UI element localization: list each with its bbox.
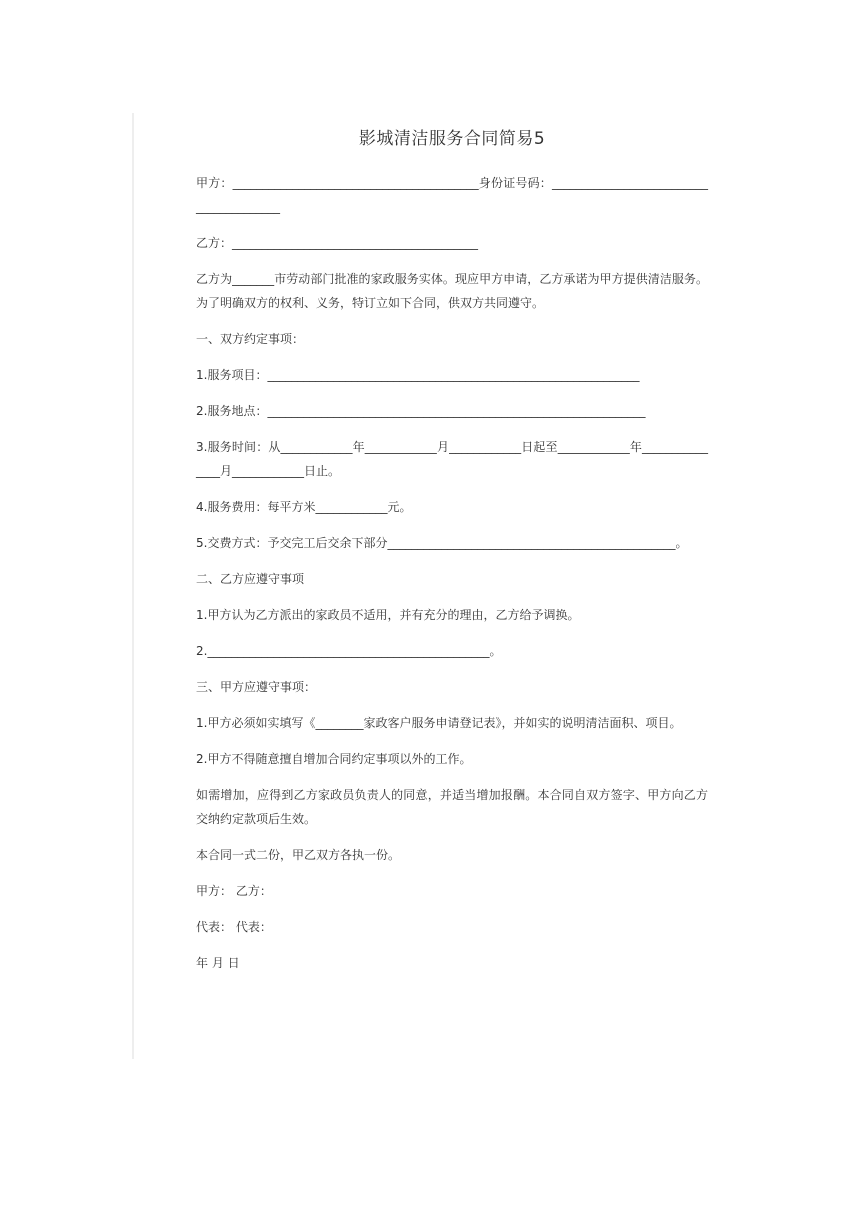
clause-service-fee: 4.服务费用：每平方米____________元。 xyxy=(196,500,412,514)
clause-copies: 本合同一式二份，甲乙双方各执一份。 xyxy=(196,848,401,862)
section-heading-party-b-duties: 二、乙方应遵守事项 xyxy=(196,572,305,586)
signature-representatives: 代表： 代表： xyxy=(196,920,272,934)
party-b-line: 乙方：_________________________________________ xyxy=(196,236,479,250)
section-heading-party-a-duties: 三、甲方应遵守事项： xyxy=(196,680,317,694)
clause-service-location: 2.服务地点：_______________________________________________________________ xyxy=(196,404,646,418)
clause-party-a-duty-2: 2.甲方不得随意擅自增加合同约定事项以外的工作。 xyxy=(196,752,472,766)
party-a-line: 甲方：_________________________________________身份证号码：________________________________________ xyxy=(196,176,708,214)
preamble-paragraph: 乙方为_______市劳动部门批准的家政服务实体。现应甲方申请，乙方承诺为甲方提供清洁服务。为了明确双方的权利、义务，特订立如下合同，供双方共同遵守。 xyxy=(196,272,708,310)
clause-additional-work: 如需增加，应得到乙方家政员负责人的同意，并适当增加报酬。本合同自双方签字、甲方向乙方交纳约定款项后生效。 xyxy=(196,788,708,826)
contract-document xyxy=(196,120,708,987)
signature-parties: 甲方： 乙方： xyxy=(196,884,272,898)
section-heading-agreed-items: 一、双方约定事项： xyxy=(196,332,305,346)
clause-service-item: 1.服务项目：______________________________________________________________ xyxy=(196,368,640,382)
page-margin-rule xyxy=(132,113,134,1059)
clause-service-time: 3.服务时间：从____________年____________月____________日起至____________年_______________月____________日止。 xyxy=(196,440,708,478)
clause-party-a-duty-1: 1.甲方必须如实填写《________家政客户服务申请登记表》，并如实的说明清洁面积、项目。 xyxy=(196,716,682,730)
clause-party-b-duty-2: 2._______________________________________________。 xyxy=(196,644,502,658)
clause-party-b-duty-1: 1.甲方认为乙方派出的家政员不适用，并有充分的理由，乙方给予调换。 xyxy=(196,608,580,622)
signature-date: 年 月 日 xyxy=(196,956,240,970)
document-title: 影城清洁服务合同简易5 xyxy=(358,129,546,149)
clause-payment-method: 5.交费方式：予交完工后交余下部分________________________________________________。 xyxy=(196,536,688,550)
